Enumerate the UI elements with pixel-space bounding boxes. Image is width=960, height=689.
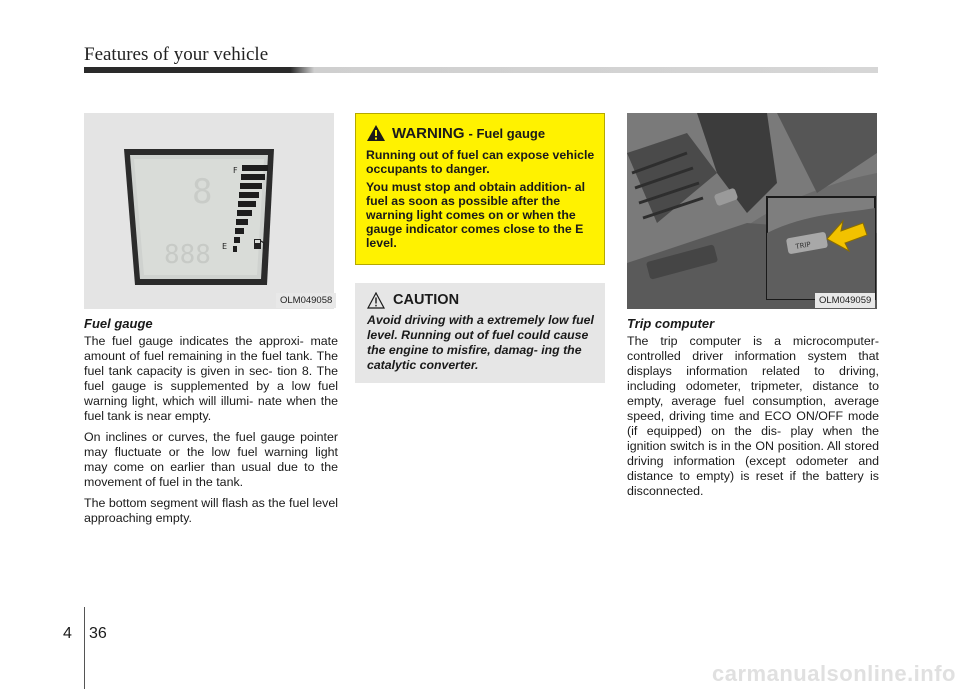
footer-divider	[84, 607, 85, 689]
caution-box	[355, 283, 605, 383]
warning-paragraph: Running out of fuel can expose vehicle occupants to danger.	[366, 148, 595, 176]
caution-triangle-icon	[367, 292, 385, 309]
watermark: carmanualsonline.info	[712, 661, 956, 686]
fuel-gauge-paragraph: The bottom segment will flash as the fuel level approaching empty.	[84, 496, 338, 525]
fuel-gauge-paragraph: On inclines or curves, the fuel gauge pointer may fluctuate or the low fuel warning light may come on earlier than usual due to the movement of fuel in the tank.	[84, 430, 338, 489]
fuel-gauge-figure	[84, 113, 334, 309]
warning-box	[355, 113, 605, 265]
warning-subtitle: - Fuel gauge	[468, 125, 546, 141]
trip-button-figure	[627, 113, 877, 309]
fuel-gauge-paragraph: The fuel gauge indicates the approxi- mate amount of fuel remaining in the fuel tank. The fuel tank capacity is given in sec- tion 8. The fuel gauge is supplemented by a low fuel warning light, which will illumi- nate when the fuel tank is near empty.	[84, 334, 338, 423]
trip-computer-body	[627, 334, 879, 505]
fuel-gauge-heading: Fuel gauge	[84, 316, 153, 331]
page-header-title: Features of your vehicle	[84, 44, 269, 65]
page-section-number: 4	[63, 625, 72, 642]
warning-triangle-icon	[366, 124, 386, 142]
page-number: 36	[89, 625, 107, 642]
gauge-full-letter: F	[233, 166, 238, 175]
svg-text:8: 8	[192, 172, 213, 212]
fuel-gauge-illustration	[84, 113, 334, 309]
warning-title: WARNING	[392, 124, 465, 142]
caution-header	[367, 289, 597, 311]
trip-button-label: TRIP	[794, 240, 812, 251]
faint-display-digits: 888	[164, 240, 211, 270]
warning-paragraph: You must stop and obtain addition- al fuel as soon as possible after the warning light comes on or when the gauge indicator comes close to the E level.	[366, 180, 586, 250]
fuel-gauge-figure-code: OLM049058	[276, 293, 336, 308]
trip-button-illustration	[627, 113, 877, 309]
caution-text: Avoid driving with a extremely low fuel level. Running out of fuel could cause the engine to misfire, damag- ing the catalytic converter.	[367, 313, 594, 372]
header-rule	[84, 67, 878, 73]
trip-computer-heading: Trip computer	[627, 316, 715, 331]
trip-computer-paragraph: The trip computer is a microcomputer- controlled driver information system that displays information related to driving, including odometer, tripmeter, distance to empty, average fuel consumption, average speed, driving time and ECO ON/OFF mode (if equipped) on the dis- play when the ignition switch is in the ON position. All stored driving information (except odometer and distance to empty) is reset if the battery is disconnected.	[627, 334, 879, 498]
warning-header	[366, 122, 596, 144]
caution-title: CAUTION	[393, 292, 460, 308]
gauge-empty-letter: E	[222, 242, 228, 251]
trip-button-figure-code: OLM049059	[815, 293, 875, 308]
fuel-gauge-body	[84, 334, 338, 532]
